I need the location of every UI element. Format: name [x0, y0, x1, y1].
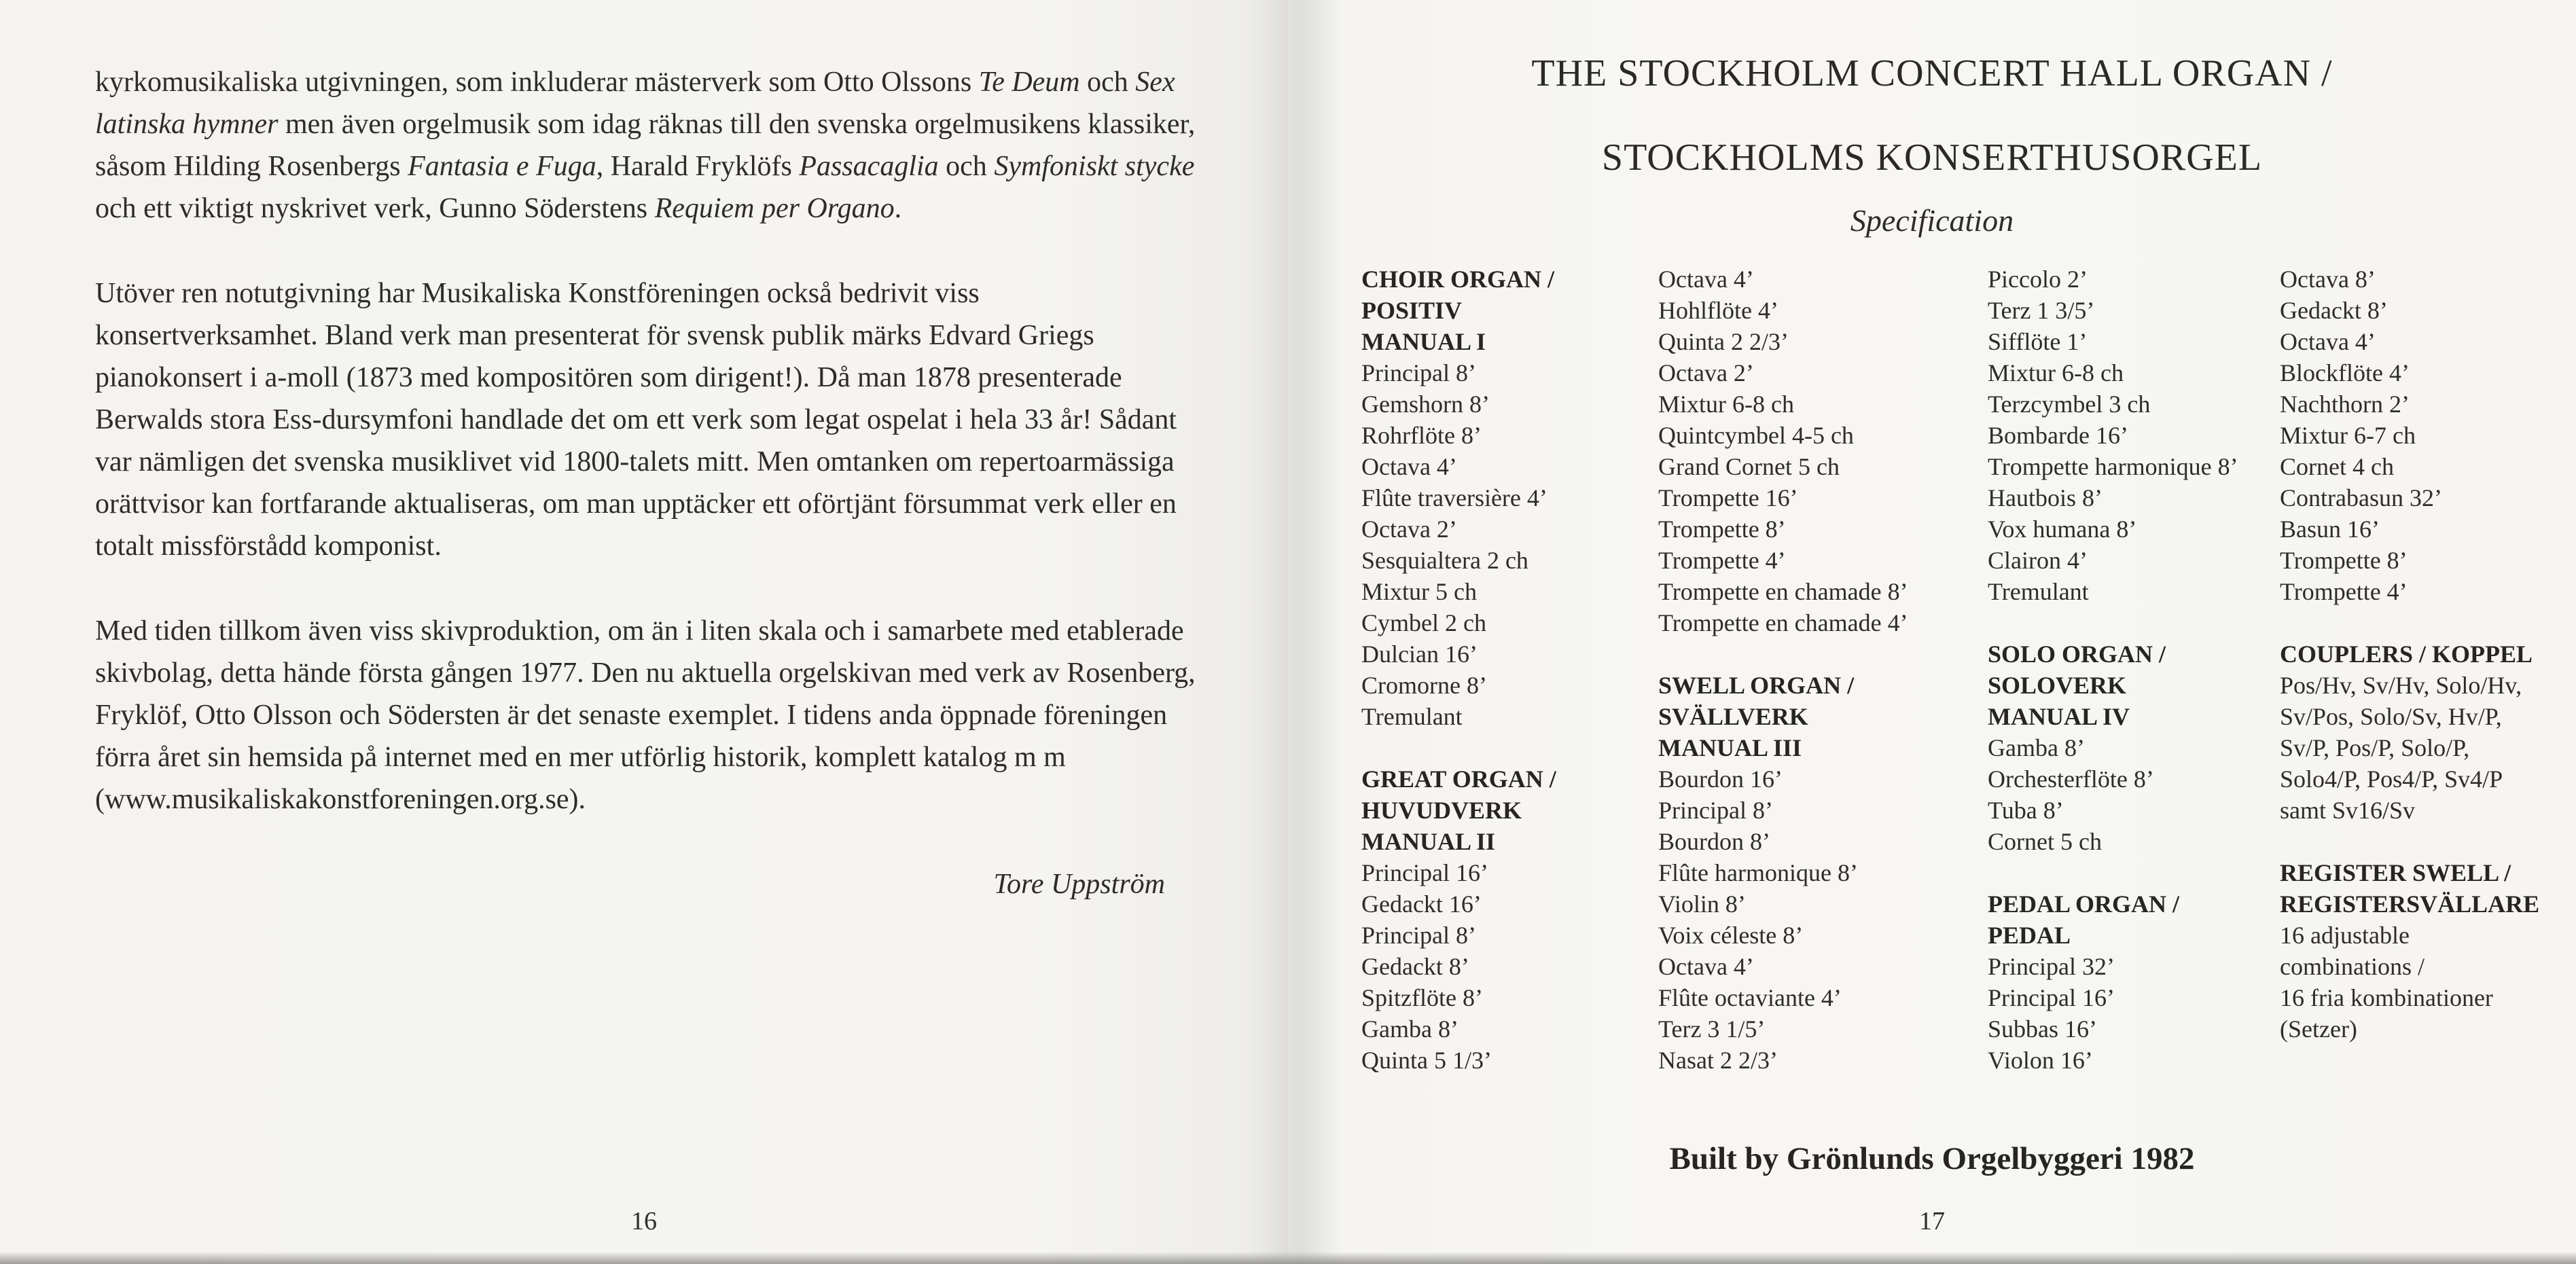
stop-item: Hautbois 8’: [1988, 484, 2103, 511]
stop-item: Flûte traversière 4’: [1361, 484, 1548, 511]
division-heading-line: PEDAL: [1988, 922, 2071, 949]
work-title-italic: Symfoniskt stycke: [994, 151, 1195, 182]
page-number-left: 16: [631, 1207, 657, 1235]
stop-item: Terz 1 3/5’: [1988, 297, 2095, 324]
division-heading-line: REGISTER SWELL /: [2280, 859, 2511, 886]
stop-list-block: [1988, 638, 2280, 857]
stop-item: Octava 8’: [2280, 266, 2376, 293]
paragraph: [95, 610, 1199, 820]
paragraph: [95, 61, 1199, 230]
division-heading-line: SVÄLLVERK: [1658, 703, 1808, 730]
specification-columns: [1361, 264, 2540, 1076]
stop-list-block: [2280, 857, 2540, 1045]
stop-list-block: [2280, 638, 2533, 826]
body-text: kyrkomusikaliska utgivningen, som inkluderar mästerverk som Otto Olssons: [95, 67, 979, 98]
stop-list-block: [1361, 264, 1658, 732]
stop-item: Octava 4’: [1658, 953, 1754, 980]
work-title-italic: Fantasia e Fuga: [408, 151, 596, 182]
stop-item: Sv/Pos, Solo/Sv, Hv/P,: [2280, 703, 2502, 730]
stop-item: Trompette 4’: [2280, 578, 2408, 605]
division-heading-line: CHOIR ORGAN /: [1361, 266, 1555, 293]
stop-item: Bourdon 8’: [1658, 828, 1770, 855]
stop-item: 16 adjustable: [2280, 922, 2410, 949]
stop-item: Trompette en chamade 8’: [1658, 578, 1908, 605]
stop-item: Octava 2’: [1658, 359, 1754, 386]
stop-item: Trompette 8’: [2280, 547, 2408, 574]
stop-item: Basun 16’: [2280, 516, 2380, 543]
division-heading-line: PEDAL ORGAN /: [1988, 890, 2180, 918]
stop-item: Principal 8’: [1361, 922, 1476, 949]
stop-item: Trompette 4’: [1658, 547, 1786, 574]
body-text: Utöver ren notutgivning har Musikaliska Konstföreningen också bedrivit viss konsertverksamhet. Bland verk man presenterat för svensk publik märks Edvard Griegs pianokonsert i a-moll (1873 med kompositören som dirigent!). Då man 1878 presenterade Berwalds stora Ess-dursymfoni handlade det om ett verk som legat ospelat i hela 33 år! Sådant var nämligen det svenska musiklivet vid 1800-talets mitt. Men omtanken om repertoarmässiga orättvisor kan fortfarande aktualiseras, om man upptäcker ett oförtjänt försummat verk eller en totalt missförstådd komponist.: [95, 278, 1177, 562]
stop-item: Bourdon 16’: [1658, 765, 1783, 793]
division-heading-line: GREAT ORGAN /: [1361, 765, 1556, 793]
stop-list-block: [1988, 264, 2280, 607]
stop-item: Subbas 16’: [1988, 1015, 2097, 1043]
stop-item: Principal 32’: [1988, 953, 2115, 980]
stop-item: Mixtur 6-7 ch: [2280, 422, 2416, 449]
stop-item: Cornet 5 ch: [1988, 828, 2102, 855]
body-text: men även orgelmusik som idag räknas till den svenska orgelmusikens klassiker, såsom Hilding Rosenbergs: [95, 109, 1196, 182]
work-title-italic: Te Deum: [978, 67, 1080, 98]
stop-item: Trompette 8’: [1658, 516, 1786, 543]
stop-item: Gamba 8’: [1988, 734, 2085, 761]
division-heading-line: REGISTERSVÄLLARE: [2280, 890, 2540, 918]
stop-item: Octava 4’: [1658, 266, 1754, 293]
division-heading-line: POSITIV: [1361, 297, 1463, 324]
page-title: [1288, 31, 2576, 200]
stop-item: Voix céleste 8’: [1658, 922, 1804, 949]
stop-item: Rohrflöte 8’: [1361, 422, 1482, 449]
stop-item: 16 fria kombinationer: [2280, 984, 2493, 1011]
division-heading-line: MANUAL IV: [1988, 703, 2130, 730]
stop-item: Quinta 5 1/3’: [1361, 1047, 1492, 1074]
spec-column-2: [1658, 264, 1988, 1076]
stop-list-block: [1658, 264, 1988, 638]
stop-item: Gedackt 8’: [1361, 953, 1469, 980]
body-text: .: [894, 193, 902, 224]
stop-list-block: [1988, 888, 2280, 1076]
stop-item: Trompette harmonique 8’: [1988, 453, 2238, 480]
stop-item: Tuba 8’: [1988, 797, 2064, 824]
page-subtitle: Specification: [1850, 203, 2014, 238]
division-heading-line: SOLOVERK: [1988, 672, 2127, 699]
stop-item: (Setzer): [2280, 1015, 2357, 1043]
body-text: och: [1079, 67, 1136, 98]
page-title-line1: THE STOCKHOLM CONCERT HALL ORGAN /: [1531, 52, 2333, 94]
stop-item: Octava 4’: [2280, 328, 2376, 355]
stop-item: Terzcymbel 3 ch: [1988, 391, 2151, 418]
stop-item: Octava 4’: [1361, 453, 1457, 480]
author-signature: Tore Uppström: [993, 869, 1165, 900]
work-title-italic: Sex latinska hymner: [95, 67, 1175, 140]
stop-item: Tremulant: [1988, 578, 2089, 605]
stop-item: Principal 8’: [1361, 359, 1476, 386]
paragraph: [95, 272, 1199, 567]
stop-item: Violon 16’: [1988, 1047, 2093, 1074]
stop-item: Clairon 4’: [1988, 547, 2088, 574]
stop-item: Octava 2’: [1361, 516, 1457, 543]
stop-item: Quinta 2 2/3’: [1658, 328, 1789, 355]
stop-item: Nasat 2 2/3’: [1658, 1047, 1778, 1074]
work-title-italic: Passacaglia: [799, 151, 939, 182]
stop-item: Solo4/P, Pos4/P, Sv4/P: [2280, 765, 2503, 793]
stop-item: Blockflöte 4’: [2280, 359, 2410, 386]
division-heading-line: MANUAL II: [1361, 828, 1496, 855]
stop-item: Gemshorn 8’: [1361, 391, 1490, 418]
stop-item: Flûte harmonique 8’: [1658, 859, 1858, 886]
stop-item: Sesquialtera 2 ch: [1361, 547, 1528, 574]
stop-item: Nachthorn 2’: [2280, 391, 2410, 418]
stop-item: Trompette en chamade 4’: [1658, 609, 1908, 636]
left-text-block: [95, 61, 1199, 948]
work-title-italic: Requiem per Organo: [654, 193, 895, 224]
stop-item: Piccolo 2’: [1988, 266, 2088, 293]
body-text: och: [938, 151, 995, 182]
stop-item: Tremulant: [1361, 703, 1463, 730]
spec-column-4: [2280, 264, 2540, 1045]
stop-item: Mixtur 6-8 ch: [1658, 391, 1794, 418]
stop-item: Flûte octaviante 4’: [1658, 984, 1842, 1011]
stop-item: Orchesterflöte 8’: [1988, 765, 2154, 793]
division-heading-line: MANUAL I: [1361, 328, 1486, 355]
stop-item: Bombarde 16’: [1988, 422, 2128, 449]
stop-item: Spitzflöte 8’: [1361, 984, 1483, 1011]
stop-list-block: [2280, 264, 2533, 607]
stop-item: Gedackt 16’: [1361, 890, 1482, 918]
division-heading-line: MANUAL III: [1658, 734, 1802, 761]
stop-item: Hohlflöte 4’: [1658, 297, 1778, 324]
stop-item: Cymbel 2 ch: [1361, 609, 1486, 636]
stop-item: Violin 8’: [1658, 890, 1746, 918]
body-text: och ett viktigt nyskrivet verk, Gunno Söderstens: [95, 193, 655, 224]
stop-item: Dulcian 16’: [1361, 640, 1478, 668]
stop-item: Principal 16’: [1361, 859, 1488, 886]
stop-item: Pos/Hv, Sv/Hv, Solo/Hv,: [2280, 672, 2522, 699]
division-heading-line: SWELL ORGAN /: [1658, 672, 1855, 699]
stop-item: Mixtur 6-8 ch: [1988, 359, 2124, 386]
stop-item: Grand Cornet 5 ch: [1658, 453, 1840, 480]
stop-item: Principal 16’: [1988, 984, 2115, 1011]
division-heading-line: SOLO ORGAN /: [1988, 640, 2166, 668]
page-title-line2: STOCKHOLMS KONSERTHUSORGEL: [1601, 137, 2263, 179]
stop-list-block: [1361, 763, 1658, 1076]
stop-list-block: [1658, 670, 1988, 1076]
stop-item: Principal 8’: [1658, 797, 1773, 824]
stop-item: Gamba 8’: [1361, 1015, 1459, 1043]
stop-item: Terz 3 1/5’: [1658, 1015, 1766, 1043]
division-heading-line: HUVUDVERK: [1361, 797, 1522, 824]
stop-item: Contrabasun 32’: [2280, 484, 2442, 511]
spec-column-3: [1988, 264, 2280, 1076]
builder-credit: Built by Grönlunds Orgelbyggeri 1982: [1669, 1141, 2195, 1176]
body-text: , Harald Fryklöfs: [596, 151, 800, 182]
spec-column-1: [1361, 264, 1658, 1076]
stop-item: Mixtur 5 ch: [1361, 578, 1477, 605]
page-number-right: 17: [1919, 1207, 1945, 1235]
page-right: [1288, 0, 2576, 1264]
stop-item: Gedackt 8’: [2280, 297, 2388, 324]
stop-item: Cromorne 8’: [1361, 672, 1487, 699]
stop-item: Cornet 4 ch: [2280, 453, 2394, 480]
stop-item: Quintcymbel 4-5 ch: [1658, 422, 1854, 449]
stop-item: combinations /: [2280, 953, 2425, 980]
division-heading-line: COUPLERS / KOPPEL: [2280, 640, 2533, 668]
body-text: Med tiden tillkom även viss skivproduktion, om än i liten skala och i samarbete med etablerade skivbolag, detta hände första gången 1977. Den nu aktuella orgelskivan med verk av Rosenberg, Fryklöf, Otto Olsson och Södersten är det senaste exemplet. I tidens anda öppnade föreningen förra året sin hemsida på internet med en mer utförlig historik, komplett katalog m m (www.musikaliskakonstforeningen.org.se).: [95, 615, 1196, 815]
stop-item: Sifflöte 1’: [1988, 328, 2088, 355]
stop-item: Vox humana 8’: [1988, 516, 2137, 543]
stop-item: Sv/P, Pos/P, Solo/P,: [2280, 734, 2470, 761]
stop-item: samt Sv16/Sv: [2280, 797, 2416, 824]
stop-item: Trompette 16’: [1658, 484, 1798, 511]
